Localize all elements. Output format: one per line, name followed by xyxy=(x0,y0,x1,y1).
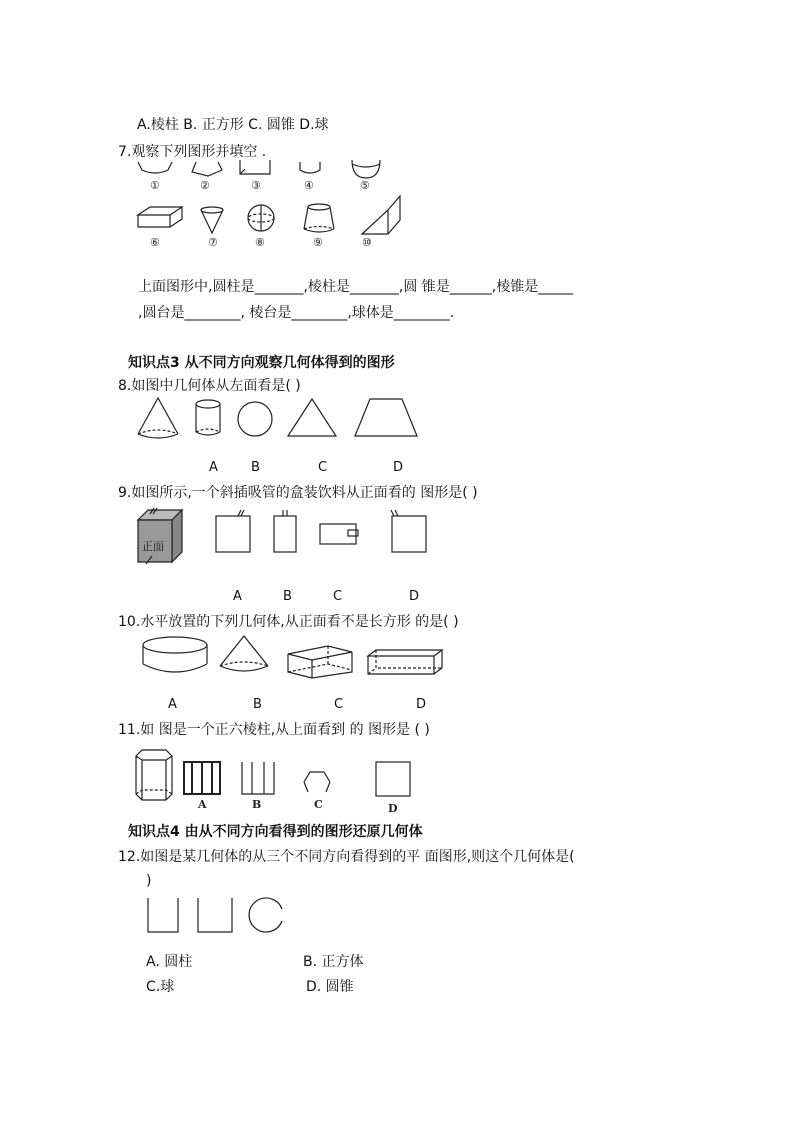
q11-label-c: C xyxy=(314,798,323,811)
q11-figures xyxy=(128,748,418,815)
q11-label-a: A xyxy=(198,798,207,811)
num-1: ① xyxy=(150,179,160,192)
num-2: ② xyxy=(200,179,210,192)
q8-figures xyxy=(130,396,430,446)
shape-1-cone-fragment xyxy=(138,162,172,173)
q10-option-b-cone xyxy=(220,636,268,671)
q11-hexagonal-prism xyxy=(136,750,172,800)
q12-front-view xyxy=(148,898,178,932)
q10-label-d: D xyxy=(416,697,427,712)
q9-label-d: D xyxy=(409,589,420,604)
num-3: ③ xyxy=(251,179,261,192)
q8-label-c: C xyxy=(318,460,328,475)
num-9: ⑨ xyxy=(313,236,323,249)
q8-label-d: D xyxy=(393,460,404,475)
q12-side-view xyxy=(198,898,232,932)
q10-option-a-cylinder xyxy=(143,637,207,672)
shape-8-sphere xyxy=(248,205,274,231)
q10-option-c-prism xyxy=(288,646,352,678)
num-4: ④ xyxy=(304,179,314,192)
q12-prompt-line2: ) xyxy=(146,873,152,889)
q12-option-a: A. 圆柱 xyxy=(146,954,193,970)
q7-fill-line2: ,圆台是________, 棱台是________,球体是________. xyxy=(138,305,455,321)
num-7: ⑦ xyxy=(208,236,218,249)
q8-prompt: 8.如图中几何体从左面看是( ) xyxy=(118,378,301,394)
q9-option-d xyxy=(391,510,426,552)
num-8: ⑧ xyxy=(255,236,265,249)
q7-prompt: 7.观察下列图形并填空 . xyxy=(118,144,267,160)
section3-title: 知识点3 从不同方向观察几何体得到的图形 xyxy=(128,355,395,371)
shape-6-prism xyxy=(138,207,182,227)
q12-top-view xyxy=(249,898,282,932)
q12-option-b: B. 正方体 xyxy=(303,954,364,970)
q9-label-b: B xyxy=(283,589,292,604)
q8-option-c-triangle xyxy=(288,399,336,436)
q11-option-d xyxy=(376,762,410,796)
section4-title: 知识点4 由从不同方向看得到的图形还原几何体 xyxy=(128,824,423,840)
q8-option-a-circle xyxy=(238,402,272,436)
q12-views xyxy=(140,896,290,936)
juice-box-figure xyxy=(136,508,184,564)
q9-prompt: 9.如图所示,一个斜插吸管的盒装饮料从正面看的 图形是( ) xyxy=(118,485,478,501)
q9-options xyxy=(210,508,440,556)
shape-3-prism-fragment xyxy=(240,160,270,174)
q9-label-a: A xyxy=(233,589,242,604)
q12-option-c: C.球 xyxy=(146,979,175,995)
front-face-label: 正面 xyxy=(142,540,164,553)
q11-option-c xyxy=(304,772,330,792)
q9-label-c: C xyxy=(333,589,343,604)
shape-9-frustum xyxy=(304,204,334,232)
q7-figures xyxy=(130,160,420,250)
num-6: ⑥ xyxy=(150,236,160,249)
num-10: ⑩ xyxy=(362,236,372,249)
q11-prompt: 11.如 图是一个正六棱柱,从上面看到 的 图形是 ( ) xyxy=(118,722,430,738)
q10-figures xyxy=(140,632,450,682)
q11-option-a xyxy=(184,762,220,794)
q8-cone xyxy=(138,398,178,438)
q9-option-a xyxy=(216,510,250,552)
q10-option-d-box xyxy=(368,650,442,674)
shape-10-wedge xyxy=(362,196,400,234)
q12-option-d: D. 圆锥 xyxy=(306,979,354,995)
q8-option-d-trapezoid xyxy=(355,399,417,436)
q6-options: A.棱柱 B. 正方形 C. 圆锥 D.球 xyxy=(137,117,329,133)
shape-2-pyramid-fragment xyxy=(192,162,222,176)
shape-5-sphere-fragment xyxy=(352,160,380,178)
q11-option-b xyxy=(242,762,274,794)
q8-label-b: B xyxy=(251,460,260,475)
q10-label-a: A xyxy=(168,697,177,712)
q12-prompt-line1: 12.如图是某几何体的从三个不同方向看得到的平 面图形,则这个几何体是( xyxy=(118,849,575,865)
q10-label-b: B xyxy=(253,697,262,712)
q10-prompt: 10.水平放置的下列几何体,从正面看不是长方形 的是( ) xyxy=(118,614,459,630)
q9-option-b xyxy=(274,510,296,552)
q9-option-c xyxy=(320,524,358,544)
shape-4-cylinder-fragment xyxy=(300,162,320,173)
q11-label-d: D xyxy=(388,802,398,815)
q10-label-c: C xyxy=(334,697,344,712)
q11-label-b: B xyxy=(252,798,262,811)
q8-label-a: A xyxy=(209,460,218,475)
q7-fill-line1: 上面图形中,圆柱是_______,棱柱是_______,圆 锥是______,棱锥是_____ xyxy=(138,279,574,295)
num-5: ⑤ xyxy=(360,179,370,192)
shape-7-cone xyxy=(201,207,223,233)
q8-cylinder xyxy=(196,400,220,435)
